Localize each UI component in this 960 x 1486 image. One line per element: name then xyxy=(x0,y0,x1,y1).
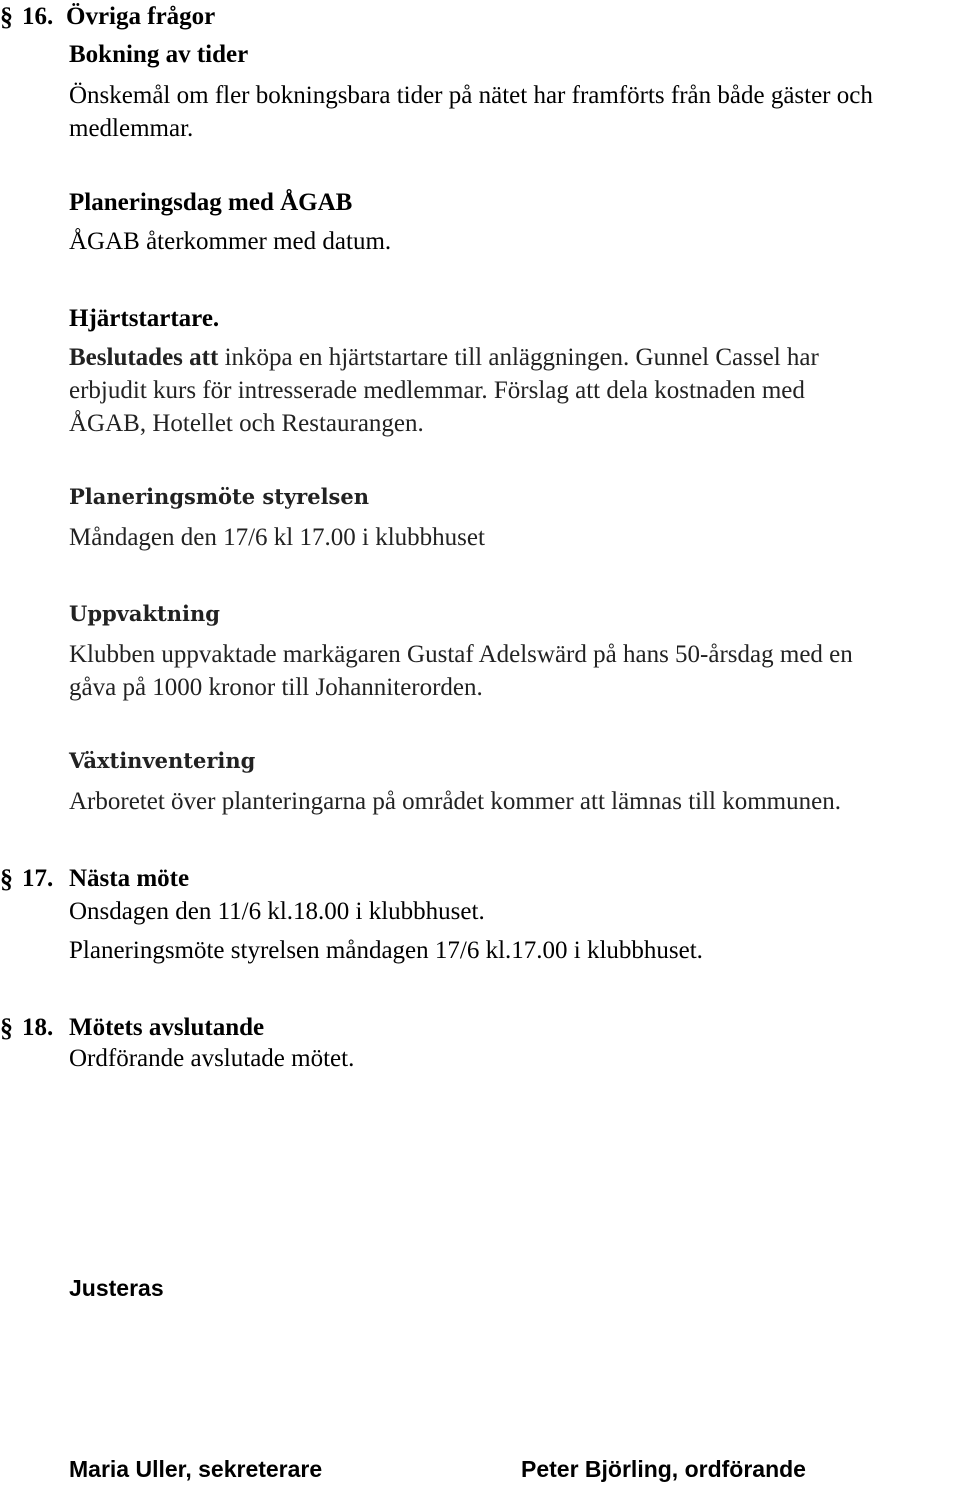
subheading-hjartstartare: Hjärtstartare. xyxy=(69,305,220,332)
subheading-uppvaktning: Uppvaktning xyxy=(69,601,220,626)
paragraph-line: gåva på 1000 kronor till Johanniterorden. xyxy=(69,674,483,701)
paragraph-line: erbjudit kurs för intresserade medlemmar. Förslag att dela kostnaden med xyxy=(69,377,805,404)
paragraph-line: Ordförande avslutade mötet. xyxy=(69,1045,355,1072)
section-title: Nästa möte xyxy=(69,865,190,892)
section-number: 18. xyxy=(22,1014,54,1041)
subheading-vaxtinventering: Växtinventering xyxy=(69,748,256,773)
section-symbol: § xyxy=(0,2,13,31)
subheading-planeringsmote: Planeringsmöte styrelsen xyxy=(69,484,369,509)
paragraph-line: Önskemål om fler bokningsbara tider på nätet har framförts från både gäster och xyxy=(69,82,873,109)
paragraph-line: Klubben uppvaktade markägaren Gustaf Adelswärd på hans 50-årsdag med en xyxy=(69,641,853,668)
decision-label: Beslutades att xyxy=(69,344,219,371)
paragraph-line: ÅGAB, Hotellet och Restaurangen. xyxy=(69,410,424,437)
subheading-bokning: Bokning av tider xyxy=(69,41,249,68)
section-symbol: § xyxy=(0,1013,13,1042)
paragraph-line: Onsdagen den 11/6 kl.18.00 i klubbhuset. xyxy=(69,898,485,925)
paragraph-line xyxy=(69,345,819,370)
section-title: Övriga frågor xyxy=(66,3,216,30)
justeras-heading: Justeras xyxy=(69,1275,164,1301)
paragraph-line: Arboretet över planteringarna på området kommer att lämnas till kommunen. xyxy=(69,788,841,815)
section-number: 17. xyxy=(22,865,54,892)
decision-text: inköpa en hjärtstartare till anläggningen. Gunnel Cassel har xyxy=(218,344,819,371)
section-symbol: § xyxy=(0,864,13,893)
signature-chairman: Peter Björling, ordförande xyxy=(521,1456,806,1482)
paragraph-line: Måndagen den 17/6 kl 17.00 i klubbhuset xyxy=(69,524,485,551)
subheading-planeringsdag: Planeringsdag med ÅGAB xyxy=(69,189,353,216)
section-title: Mötets avslutande xyxy=(69,1014,265,1041)
paragraph-line: ÅGAB återkommer med datum. xyxy=(69,228,392,255)
paragraph-line: Planeringsmöte styrelsen måndagen 17/6 kl.17.00 i klubbhuset. xyxy=(69,937,703,964)
signature-secretary: Maria Uller, sekreterare xyxy=(69,1456,323,1482)
section-number: 16. xyxy=(22,3,54,30)
paragraph-line: medlemmar. xyxy=(69,115,194,142)
